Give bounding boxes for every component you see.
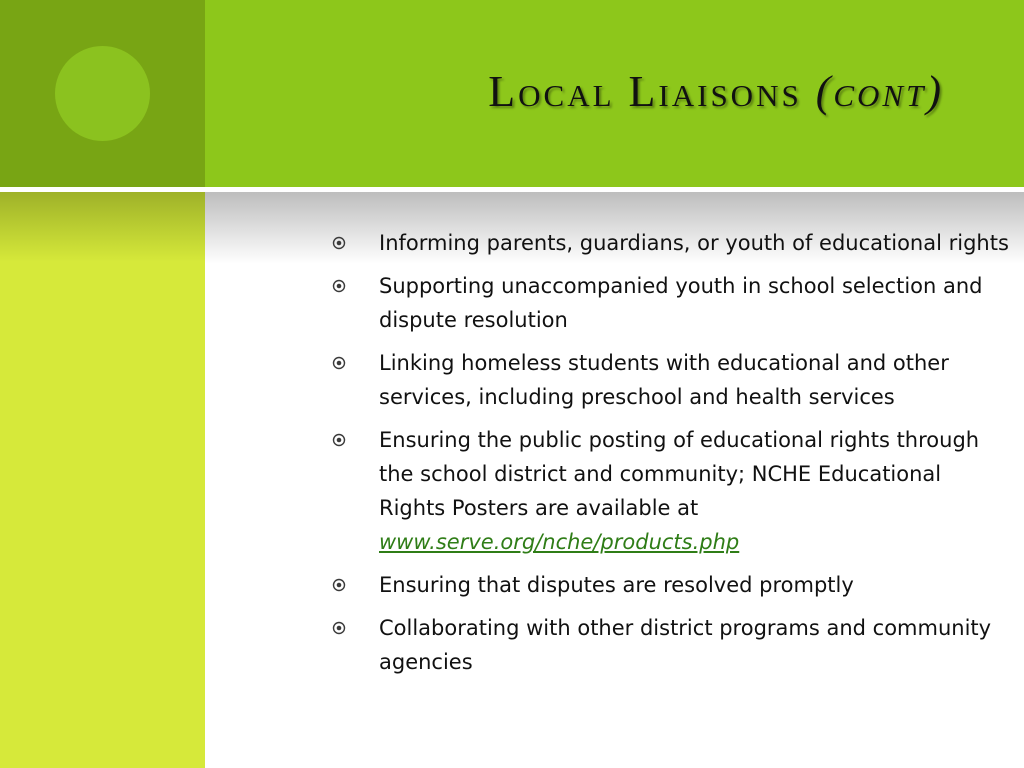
bullet-item xyxy=(330,226,1010,260)
bullet-item xyxy=(330,423,1010,559)
circled-dot-icon xyxy=(332,621,346,635)
circled-dot-icon xyxy=(332,578,346,592)
bullet-text: Informing parents, guardians, or youth of educational rights xyxy=(379,231,1009,255)
bullet-item xyxy=(330,568,1010,602)
products-link[interactable]: www.serve.org/nche/products.php xyxy=(379,530,740,554)
title-suffix: (cont) xyxy=(815,67,944,116)
circled-dot-icon xyxy=(332,356,346,370)
title-main: Local Liaisons xyxy=(488,67,802,116)
bullet-text: Ensuring that disputes are resolved promptly xyxy=(379,573,854,597)
bullet-text: Collaborating with other district programs and community agencies xyxy=(379,616,992,674)
slide-title xyxy=(488,66,944,117)
bullet-item xyxy=(330,611,1010,679)
circled-dot-icon xyxy=(332,236,346,250)
circled-dot-icon xyxy=(332,433,346,447)
circled-dot-icon xyxy=(332,279,346,293)
bullet-list xyxy=(330,226,1010,688)
decorative-circle xyxy=(55,46,150,141)
bullet-item xyxy=(330,346,1010,414)
bullet-text: Linking homeless students with educational and other services, including preschool and health services xyxy=(379,351,949,409)
side-bar xyxy=(0,192,205,768)
bullet-text: Supporting unaccompanied youth in school selection and dispute resolution xyxy=(379,274,983,332)
side-bar-shadow xyxy=(0,192,205,262)
bullet-text: Ensuring the public posting of educational rights through the school district and community; NCHE Educational Rights Posters are available at xyxy=(379,428,980,520)
bullet-item xyxy=(330,269,1010,337)
